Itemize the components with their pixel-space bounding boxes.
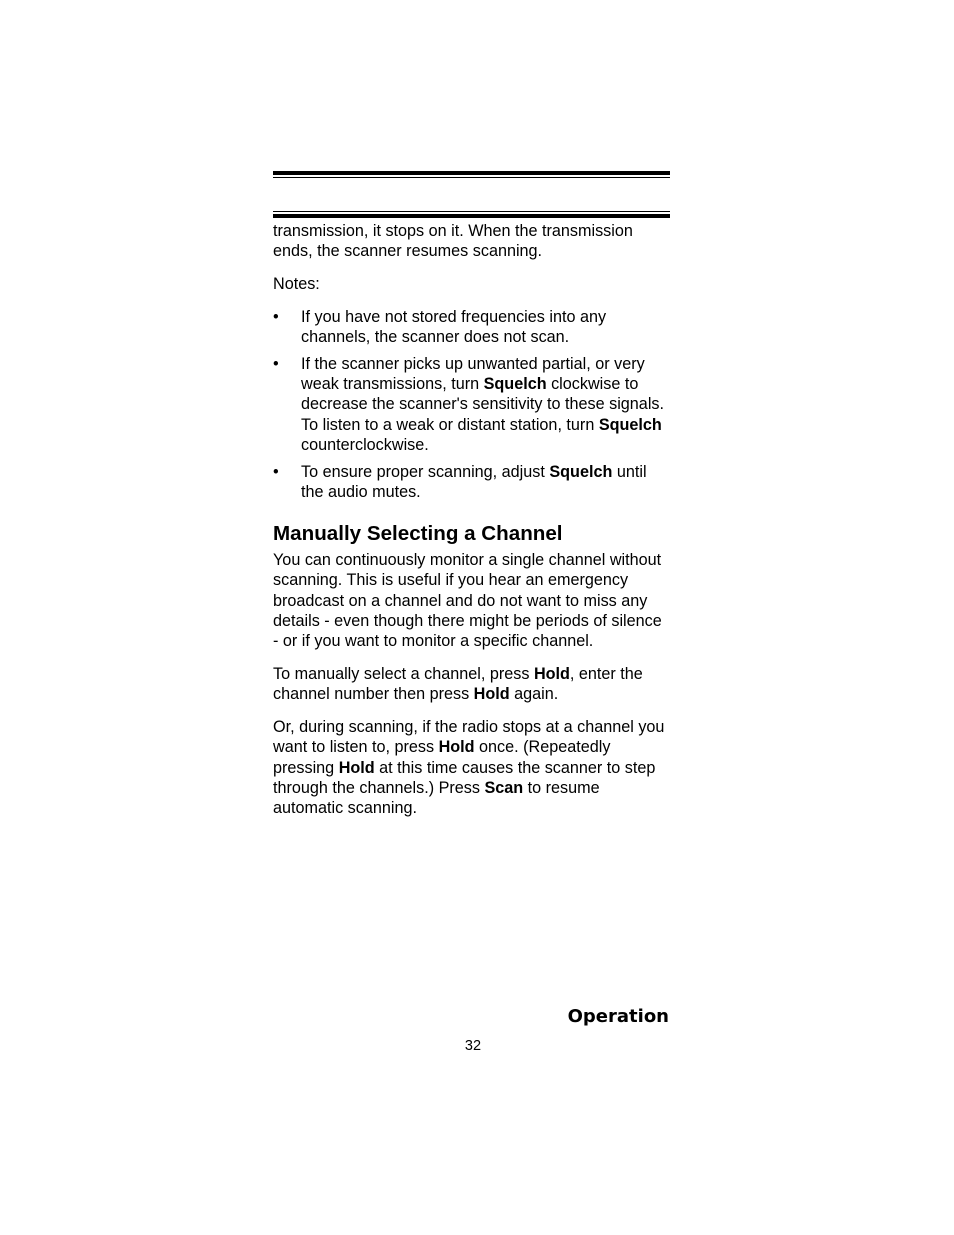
control-name-hold: Hold (438, 738, 475, 757)
page-content (273, 221, 670, 831)
control-name-hold: Hold (473, 685, 510, 704)
note-item: • To ensure proper scanning, adjust Squelch until the audio mutes. (273, 462, 647, 501)
bullet-glyph: • (273, 354, 279, 373)
control-name-squelch: Squelch (598, 415, 662, 434)
section-paragraph-3: Or, during scanning, if the radio stops at a channel you want to listen to, press Hold once. (Repeatedly pressing Hold at this time causes the scanner to step through the channels.) Press Scan to resume automatic scanning. (273, 717, 665, 818)
notes-list (273, 307, 670, 502)
section-paragraph-1: You can continuously monitor a single channel without scanning. This is useful if you hear an emergency broadcast on a channel and do not want to miss any details - even though there might be periods of silence - or if you want to monitor a specific channel. (273, 551, 662, 651)
footer-section-name: Operation (567, 1006, 669, 1027)
intro-paragraph: transmission, it stops on it. When the transmission ends, the scanner resumes scanning. (273, 222, 633, 261)
section-heading: Manually Selecting a Channel (273, 522, 563, 546)
header-rule-thick-top (273, 171, 670, 175)
bullet-glyph: • (273, 462, 279, 481)
bullet-glyph: • (273, 307, 279, 326)
control-name-scan: Scan (484, 778, 524, 797)
control-name-hold: Hold (338, 758, 375, 777)
header-rule-thin-bottom (273, 211, 670, 212)
control-name-squelch: Squelch (483, 374, 547, 393)
header-rule-thin-top (273, 177, 670, 178)
note-item: • If you have not stored frequencies into any channels, the scanner does not scan. (273, 307, 607, 346)
control-name-squelch: Squelch (549, 462, 613, 481)
notes-label: Notes: (273, 274, 320, 293)
note-item: • If the scanner picks up unwanted partial, or very weak transmissions, turn Squelch clockwise to decrease the scanner's sensitivity to these signals. To listen to a weak or distant station, turn Squelch counterclockwise. (273, 354, 665, 454)
control-name-hold: Hold (533, 665, 570, 683)
section-paragraph-2: To manually select a channel, press Hold, enter the channel number then press Hold again. (273, 665, 643, 704)
header-rule-thick-bottom (273, 214, 670, 218)
page-number: 32 (464, 1038, 482, 1054)
